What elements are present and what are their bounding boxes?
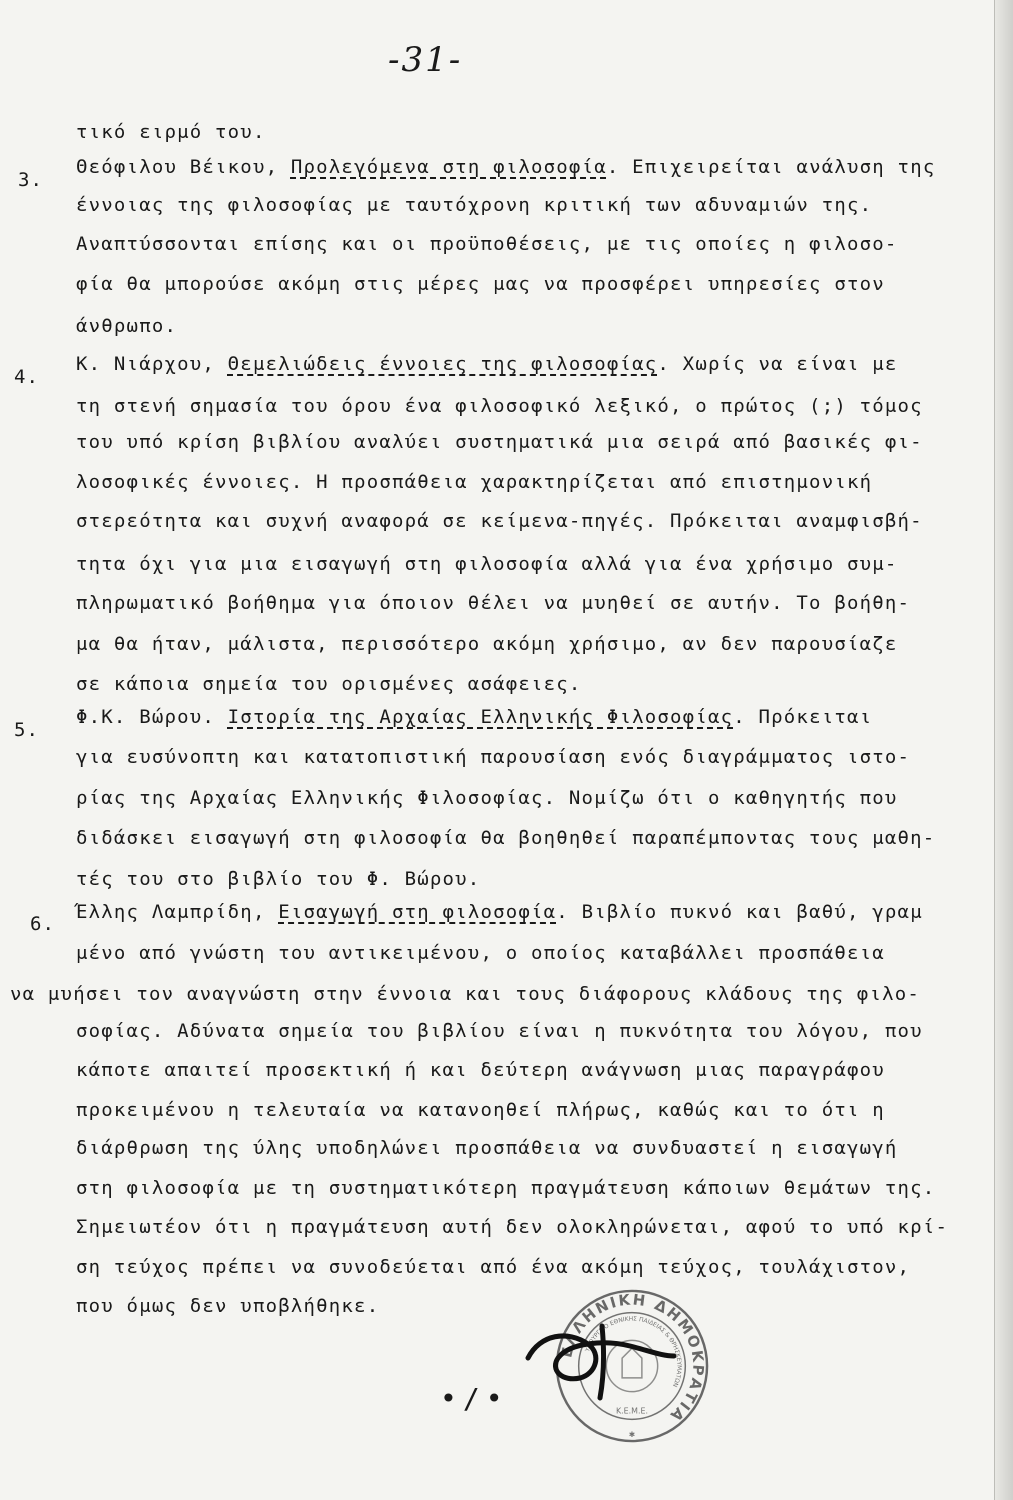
item-number-3: 3.	[18, 169, 43, 191]
text-line: τη στενή σημασία του όρου ένα φιλοσοφικό λεξικό, ο πρώτος (;) τόμος	[76, 395, 923, 417]
item-number-5: 5.	[14, 719, 39, 741]
stamp-bottom-text: Κ.Ε.Μ.Ε.	[616, 1406, 648, 1416]
item-3-text: . Επιχειρείται ανάλυση της	[606, 156, 936, 178]
text-line: τές του στο βιβλίο του Φ. Βώρου.	[76, 868, 481, 890]
signature	[510, 1312, 680, 1402]
item-5-title: Ιστορία της Αρχαίας Ελληνικής Φιλοσοφίας	[227, 706, 734, 728]
item-3-title: Προλεγόμενα στη φιλοσοφία	[290, 156, 607, 178]
item-6-title: Εισαγωγή στη φιλοσοφία	[278, 901, 557, 923]
item-4-author: Κ. Νιάρχου,	[76, 353, 228, 375]
text-line: του υπό κρίση βιβλίου αναλύει συστηματικά μια σειρά από βασικές φι-	[76, 431, 923, 453]
text-line: μένο από γνώστη του αντικειμένου, ο οποίος καταβάλλει προσπάθεια	[76, 942, 885, 964]
text-line: Αναπτύσσονται επίσης και οι προϋποθέσεις, με τις οποίες η φιλοσο-	[76, 233, 898, 255]
page-number: -31-	[388, 40, 463, 80]
text-line: διδάσκει εισαγωγή στη φιλοσοφία θα βοηθηθεί παραπέμποντας τους μαθη-	[76, 827, 936, 849]
item-number-4: 4.	[14, 366, 39, 388]
text-line: προκειμένου η τελευταία να κατανοηθεί πλήρως, καθώς και το ότι η	[76, 1099, 885, 1121]
text-line: Σημειωτέον ότι η πραγμάτευση αυτή δεν ολοκληρώνεται, αφού το υπό κρί-	[76, 1216, 949, 1238]
text-line: πληρωματικό βοήθημα για όποιον θέλει να μυηθεί σε αυτήν. Το βοήθη-	[76, 592, 911, 614]
item-4-text: . Χωρίς να είναι με	[657, 353, 898, 375]
text-line: φία θα μπορούσε ακόμη στις μέρες μας να προσφέρει υπηρεσίες στον	[76, 273, 885, 295]
item-4-title: Θεμελιώδεις έννοιες της φιλοσοφίας	[227, 353, 658, 375]
end-mark: •/•	[440, 1382, 509, 1415]
item-5-first-line	[76, 705, 872, 729]
text-line: τητα όχι για μια εισαγωγή στη φιλοσοφία αλλά για ένα χρήσιμο συμ-	[76, 553, 898, 575]
stamp-inner-text: ΥΠΟΥΡΓΕΙΟ ΕΘΝΙΚΗΣ ΠΑΙΔΕΙΑΣ & ΘΡΗΣΚΕΥΜΑΤΩΝ	[585, 1316, 682, 1388]
text-line: που όμως δεν υποβλήθηκε.	[76, 1295, 380, 1317]
item-3-first-line	[76, 155, 935, 179]
item-5-author: Φ.Κ. Βώρου.	[76, 706, 228, 728]
item-4-first-line	[76, 352, 898, 376]
item-number-6: 6.	[30, 913, 55, 935]
text-line: μα θα ήταν, μάλιστα, περισσότερο ακόμη χρήσιμο, αν δεν παρουσίαζε	[76, 633, 898, 655]
text-line: σε κάποια σημεία του ορισμένες ασάφειες.	[76, 673, 582, 695]
item-6-author: Έλλης Λαμπρίδη,	[76, 901, 279, 923]
text-line: λοσοφικές έννοιες. Η προσπάθεια χαρακτηρίζεται από επιστημονική	[76, 471, 873, 493]
text-line: τικό ειρμό του.	[76, 121, 266, 143]
text-line: να μυήσει τον αναγνώστη στην έννοια και τους διάφορους κλάδους της φιλο-	[10, 983, 921, 1005]
text-line: στερεότητα και συχνή αναφορά σε κείμενα-πηγές. Πρόκειται αναμφισβή-	[76, 510, 923, 532]
text-line: ση τεύχος πρέπει να συνοδεύεται από ένα ακόμη τεύχος, τουλάχιστον,	[76, 1256, 911, 1278]
page-edge-shadow	[994, 0, 1013, 1500]
item-6-first-line	[76, 900, 923, 924]
text-line: ρίας της Αρχαίας Ελληνικής Φιλοσοφίας. Νομίζω ότι ο καθηγητής που	[76, 787, 898, 809]
text-line: κάποτε απαιτεί προσεκτική ή και δεύτερη ανάγνωση μιας παραγράφου	[76, 1059, 885, 1081]
text-line: στη φιλοσοφία με τη συστηματικότερη πραγμάτευση κάποιων θεμάτων της.	[76, 1177, 936, 1199]
stamp-star-icon: ✱	[629, 1429, 635, 1441]
stamp-outer-text: ΕΛΛΗΝΙΚΗ ΔΗΜΟΚΡΑΤΙΑ	[558, 1291, 707, 1426]
item-3-author: Θεόφιλου Βέικου,	[76, 156, 291, 178]
text-line: σοφίας. Αδύνατα σημεία του βιβλίου είναι η πυκνότητα του λόγου, που	[76, 1020, 923, 1042]
text-line: για ευσύνοπτη και κατατοπιστική παρουσίαση ενός διαγράμματος ιστο-	[76, 746, 911, 768]
text-line: άνθρωπο.	[76, 315, 178, 337]
item-5-text: . Πρόκειται	[733, 706, 873, 728]
text-line: διάρθρωση της ύλης υποδηλώνει προσπάθεια να συνδυαστεί η εισαγωγή	[76, 1137, 898, 1159]
text-line: έννοιας της φιλοσοφίας με ταυτόχρονη κριτική των αδυναμιών της.	[76, 194, 873, 216]
item-6-text: . Βιβλίο πυκνό και βαθύ, γραμ	[556, 901, 923, 923]
